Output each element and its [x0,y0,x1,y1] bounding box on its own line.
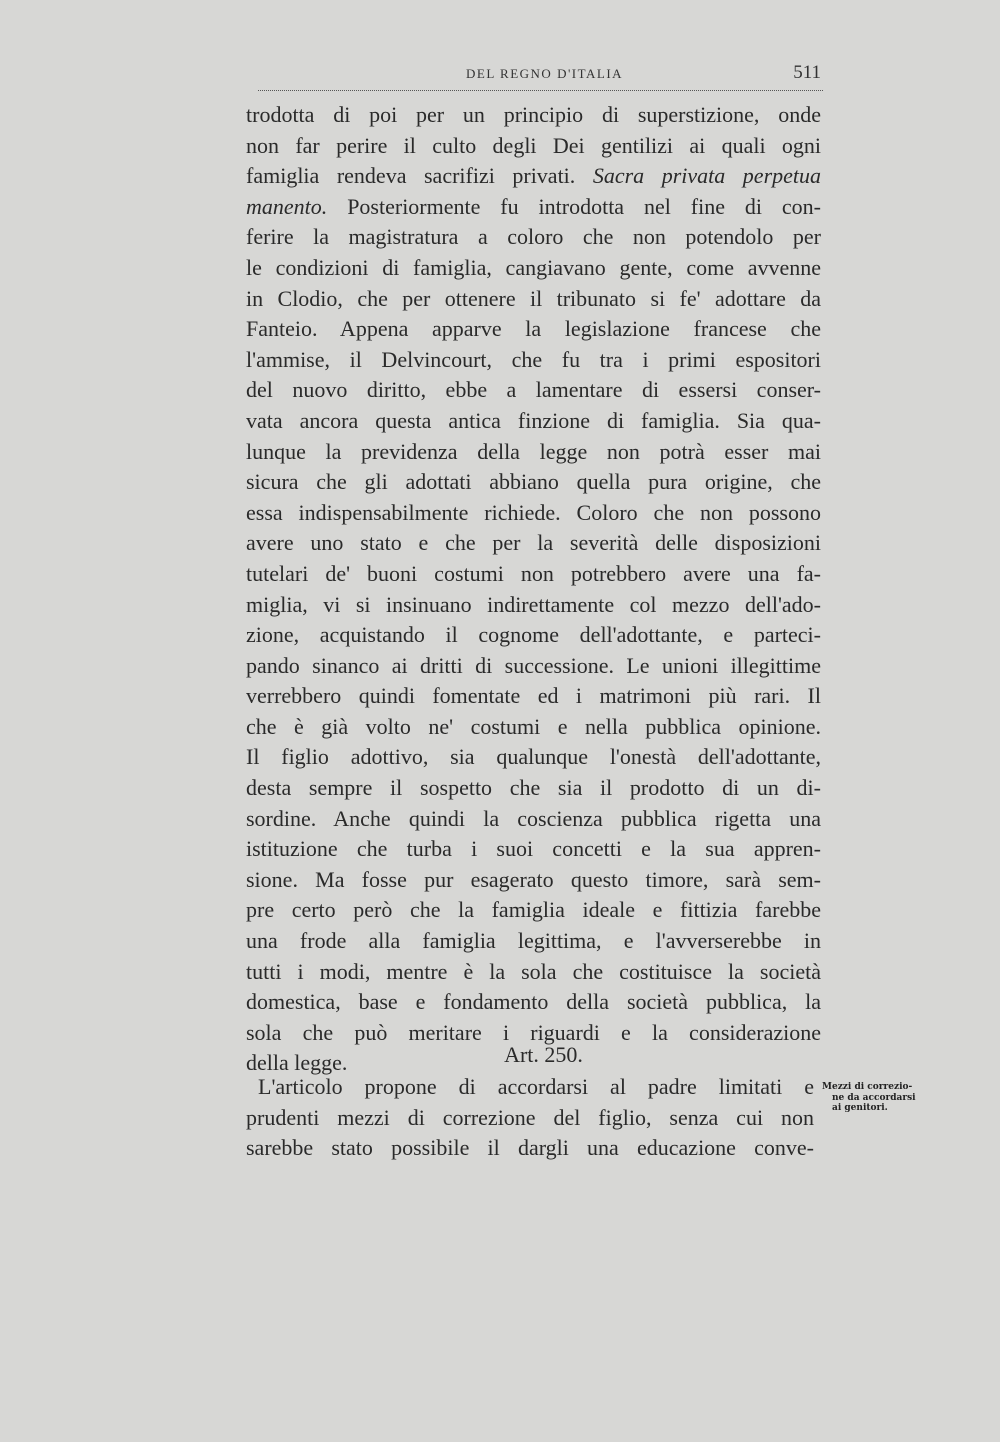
page-number: 511 [793,62,821,83]
latin-phrase-end: manento. [246,193,328,219]
text-line: trodotta di poi per un principio di superstizione, onde [246,102,821,127]
text-line: vata ancora questa antica finzione di famiglia. Sia qua- [246,407,821,433]
text-line: verrebbero quindi fomentate ed i matrimoni più rari. Il [246,683,821,709]
text-line: miglia, vi si insinuano indirettamente col mezzo dell'ado- [246,591,821,617]
latin-phrase: Sacra privata perpetua [592,163,822,189]
text-line: istituzione che turba i suoi concetti e la sua appren- [246,836,821,862]
text-line: prudenti mezzi di correzione del figlio, senza cui non [246,1104,814,1130]
text-line: ferire la magistratura a coloro che non potendolo per [246,224,821,250]
text-line: famiglia rendeva sacrifizi privati. Sacra privata perpetua [246,163,822,189]
text-line: sione. Ma fosse pur esagerato questo timore, sarà sem- [246,866,821,892]
text-line: avere uno stato e che per la severità delle disposizioni [246,530,821,556]
text-line: in Clodio, che per ottenere il tribunato si fe' adottare da [246,285,821,311]
body-paragraph [246,100,821,1079]
text-line: Il figlio adottivo, sia qualunque l'onestà dell'adottante, [246,744,821,770]
margin-note [822,1082,922,1114]
text-line: zione, acquistando il cognome dell'adottante, e parteci- [246,622,821,648]
text-line: domestica, base e fondamento della società pubblica, la [246,989,821,1015]
running-title: DEL REGNO D'ITALIA [466,66,624,81]
text-line: sarebbe stato possibile il dargli una educazione conve- [246,1135,814,1161]
text-line: essa indispensabilmente richiede. Coloro che non possono [246,499,821,525]
text-line: della legge. [246,1050,348,1076]
text-line: Fanteio. Appena apparve la legislazione francese che [246,316,821,342]
text-line: non far perire il culto degli Dei gentilizi ai quali ogni [246,132,821,158]
text-line: L'articolo propone di accordarsi al padre limitati e [258,1074,814,1099]
text-line: pando sinanco ai dritti di successione. Le unioni illegittime [246,652,821,678]
text-line: sola che può meritare i riguardi e la considerazione [246,1019,821,1045]
text-line: le condizioni di famiglia, cangiavano gente, come avvenne [246,254,821,280]
text-line: desta sempre il sospetto che sia il prodotto di un di- [246,775,821,801]
text-line: pre certo però che la famiglia ideale e fittizia farebbe [246,897,821,923]
text-line: sordine. Anche quindi la coscienza pubblica rigetta una [246,805,821,831]
text-line: lunque la previdenza della legge non potrà esser mai [246,438,821,464]
text-line: del nuovo diritto, ebbe a lamentare di essersi conser- [246,377,821,403]
text-line: una frode alla famiglia legittima, e l'avverserebbe in [246,928,821,954]
text-line: tutelari de' buoni costumi non potrebbero avere una fa- [246,560,821,586]
margin-note-line: ai genitori. [832,1103,888,1113]
margin-note-line: Mezzi di correzio- [822,1082,913,1092]
text-line: sicura che gli adottati abbiano quella pura origine, che [246,469,821,495]
text-line: tutti i modi, mentre è la sola che costituisce la società [246,958,821,984]
margin-note-line: ne da accordarsi [832,1092,916,1103]
page-header [258,62,823,91]
article-heading: Art. 250. [504,1042,583,1067]
text-line: l'ammise, il Delvincourt, che fu tra i primi espositori [246,346,821,372]
text-line: manento. Posteriormente fu introdotta nel fine di con- [246,193,822,219]
text-line: che è già volto ne' costumi e nella pubblica opinione. [246,713,821,739]
article-paragraph [246,1072,814,1164]
